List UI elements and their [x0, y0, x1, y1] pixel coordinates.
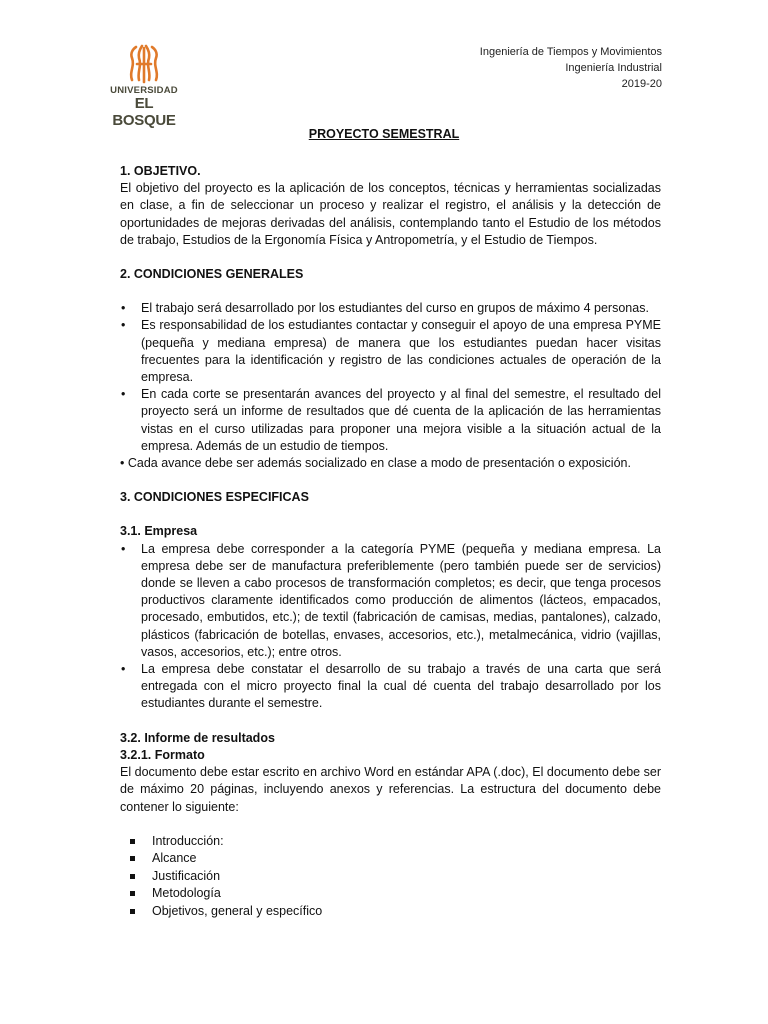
section-1-heading: 1. OBJETIVO. — [120, 164, 201, 178]
header-term: 2019-20 — [621, 78, 662, 90]
section-2-inline-bullet: • Cada avance debe ser además socializado en clase a modo de presentación o exposición. — [120, 456, 631, 471]
document-body — [120, 163, 661, 921]
section-2-heading: 2. CONDICIONES GENERALES — [120, 267, 304, 282]
section-3-heading: 3. CONDICIONES ESPECIFICAS — [120, 490, 309, 505]
section-3-2-heading: 3.2. Informe de resultados — [120, 730, 275, 745]
structure-list — [120, 833, 661, 921]
university-logo — [106, 44, 182, 129]
list-item: • Es responsabilidad de los estudiantes contactar y conseguir el apoyo de una empresa PYME (pequeña y mediana empresa) de manera que los estudiantes puedan hacer visitas frecuentes para la identificación y registro de las condiciones actuales de operación de la empresa. — [120, 317, 661, 386]
list-item: • La empresa debe corresponder a la categoría PYME (pequeña y mediana empresa. La empresa debe ser de manufactura preferiblemente (pero también puede ser de servicios) donde se lleven a cabo procesos de transformación completos; es decir, que tenga procesos productivos claramente identificados como producción de alimentos (lácteos, empacados, procesado, embutidos, etc.); de textil (fabricación de camisas, medias, pantalones), calzado, plásticos (fabricación de botellas, envases, accesorios, etc.), metalmecánica, vidrio (vajillas, vasos, accesorios, etc.); entre otros. — [120, 541, 661, 661]
section-3-2-1-heading: 3.2.1. Formato — [120, 747, 205, 762]
university-emblem-icon — [124, 44, 164, 84]
logo-text-el-bosque: EL BOSQUE — [112, 95, 176, 129]
list-item: • En cada corte se presentarán avances del proyecto y al final del semestre, el resultado del proyecto será un informe de resultados que dé cuenta de la aplicación de las herramientas vistas en el curso utilizadas para proponer una mejora visible a la situación actual de la empresa. Además de un estudio de tiempos. — [120, 386, 661, 455]
logo-text-universidad: UNIVERSIDAD — [110, 85, 178, 96]
list-item: Introducción: — [120, 833, 661, 851]
list-item: Justificación — [120, 868, 661, 886]
section-1-body: El objetivo del proyecto es la aplicación de los conceptos, técnicas y herramientas socializadas en clase, a fin de seleccionar un proceso y realizar el registro, el análisis y la detección de oportunidades de mejoras derivadas del análisis, contemplando tanto el Estudio de los métodos de trabajo, Estudios de la Ergonomía Física y Antropometría, y el Estudio de Tiempos. — [120, 181, 661, 247]
section-3-2-1-body: El documento debe estar escrito en archivo Word en estándar APA (.doc), El documento debe ser de máximo 20 páginas, incluyendo anexos y referencias. La estructura del documento debe contener lo siguiente: — [120, 765, 661, 814]
document-header — [480, 44, 662, 92]
section-2-bullet-list — [120, 300, 661, 455]
document-title: PROYECTO SEMESTRAL — [308, 127, 460, 141]
header-course: Ingeniería de Tiempos y Movimientos — [479, 46, 662, 58]
list-item: Alcance — [120, 850, 661, 868]
list-item: Metodología — [120, 885, 661, 903]
list-item: Objetivos, general y específico — [120, 903, 661, 921]
header-program: Ingeniería Industrial — [565, 62, 662, 74]
section-3-1-heading: 3.1. Empresa — [120, 524, 198, 539]
list-item: • El trabajo será desarrollado por los estudiantes del curso en grupos de máximo 4 personas. — [120, 300, 661, 317]
section-3-1-bullet-list — [120, 541, 661, 713]
list-item: • La empresa debe constatar el desarrollo de su trabajo a través de una carta que será entregada con el micro proyecto final la cual dé cuenta del trabajo desarrollado por los estudiantes durante el semestre. — [120, 661, 661, 713]
